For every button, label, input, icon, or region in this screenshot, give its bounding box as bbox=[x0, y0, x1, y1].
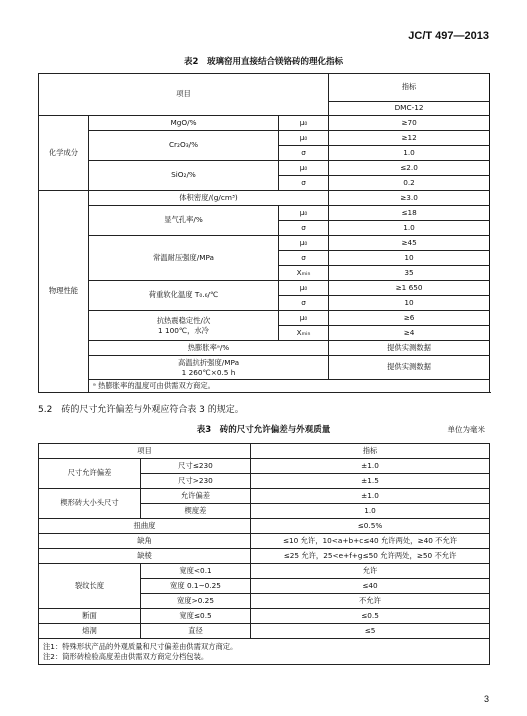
note-2: 注2：筒形砖检验高度差由供需双方商定分档包装。 bbox=[43, 651, 209, 661]
phys-group: 物理性能 bbox=[39, 191, 89, 393]
corner-label: 缺角 bbox=[39, 534, 251, 549]
tsr-line2: 1 100℃，水冷 bbox=[158, 325, 209, 335]
sym: μ₀ bbox=[279, 206, 329, 221]
value: 允许 bbox=[251, 564, 490, 579]
value: ±1.0 bbox=[251, 459, 490, 474]
width-label: 宽度 0.1~0.25 bbox=[141, 579, 251, 594]
value: 10 bbox=[329, 296, 490, 311]
warp-label: 扭曲度 bbox=[39, 519, 251, 534]
value: 1.0 bbox=[329, 221, 490, 236]
table-footnote: ᵃ 热膨胀率的温度可由供需双方商定。 bbox=[89, 380, 490, 393]
value: 35 bbox=[329, 266, 490, 281]
unit-note: 单位为毫米 bbox=[447, 425, 485, 434]
size-gt-label: 尺寸>230 bbox=[141, 474, 251, 489]
sym: σ bbox=[279, 221, 329, 236]
value: 1.0 bbox=[251, 504, 490, 519]
value: 提供实测数据 bbox=[329, 356, 490, 380]
header-index: 指标 bbox=[251, 444, 490, 459]
value: ≤5 bbox=[251, 624, 490, 639]
sym: Xₘᵢₙ bbox=[279, 326, 329, 341]
value: ≥45 bbox=[329, 236, 490, 251]
value: ±1.5 bbox=[251, 474, 490, 489]
tsr-label bbox=[89, 311, 279, 341]
header-index: 指标 bbox=[329, 74, 490, 102]
melt-label: 熔洞 bbox=[39, 624, 141, 639]
value: ≥3.0 bbox=[329, 191, 490, 206]
value: ≤40 bbox=[251, 579, 490, 594]
sym: σ bbox=[279, 146, 329, 161]
physicochemical-table bbox=[38, 73, 490, 393]
sym: μ₀ bbox=[279, 236, 329, 251]
tsr-line1: 抗热震稳定性/次 bbox=[156, 315, 211, 325]
sio2-label: SiO₂/% bbox=[89, 161, 279, 191]
value: ≥6 bbox=[329, 311, 490, 326]
sym: σ bbox=[279, 296, 329, 311]
crack-label: 裂纹长度 bbox=[39, 564, 141, 609]
hmor-label bbox=[89, 356, 329, 380]
sym: μ₀ bbox=[279, 281, 329, 296]
hmor-line1: 高温抗折强度/MPa bbox=[177, 357, 240, 367]
value: ≥4 bbox=[329, 326, 490, 341]
value: ≤0.5 bbox=[251, 609, 490, 624]
page-number: 3 bbox=[483, 694, 489, 704]
bevel-label: 楔度差 bbox=[141, 504, 251, 519]
standard-number: JC/T 497—2013 bbox=[408, 30, 489, 42]
thermal-exp-label: 热膨胀率ᵃ/% bbox=[89, 341, 329, 356]
size-le-label: 尺寸≤230 bbox=[141, 459, 251, 474]
dia-label: 直径 bbox=[141, 624, 251, 639]
clause-5-2: 5.2 砖的尺寸允许偏差与外观应符合表 3 的规定。 bbox=[38, 405, 244, 415]
bulk-density-label: 体积密度/(g/cm³) bbox=[89, 191, 329, 206]
value: 不允许 bbox=[251, 594, 490, 609]
value: ≤2.0 bbox=[329, 161, 490, 176]
note-1: 注1：特殊形状产品的外观质量和尺寸偏差由供需双方商定。 bbox=[43, 641, 238, 651]
sym: μ₀ bbox=[279, 161, 329, 176]
width-label: 宽度<0.1 bbox=[141, 564, 251, 579]
dimension-table bbox=[38, 443, 490, 665]
width-label: 宽度>0.25 bbox=[141, 594, 251, 609]
sym: σ bbox=[279, 251, 329, 266]
value: ≥12 bbox=[329, 131, 490, 146]
dim-tol-label: 尺寸允许偏差 bbox=[39, 459, 141, 489]
sym: μ₀ bbox=[279, 116, 329, 131]
grade-label: DMC-12 bbox=[329, 102, 490, 116]
wedge-label: 楔形砖大小头尺寸 bbox=[39, 489, 141, 519]
mgo-label: MgO/% bbox=[89, 116, 279, 131]
value: ≤25 允许，25<e+f+g≤50 允许两处，≥50 不允许 bbox=[251, 549, 490, 564]
value: ≤18 bbox=[329, 206, 490, 221]
value: ±1.0 bbox=[251, 489, 490, 504]
value: ≤0.5% bbox=[251, 519, 490, 534]
value: 提供实测数据 bbox=[329, 341, 490, 356]
table2-caption: 表2 玻璃窑用直接结合镁铬砖的理化指标 bbox=[184, 57, 343, 67]
sym: σ bbox=[279, 176, 329, 191]
section-label: 断面 bbox=[39, 609, 141, 624]
hmor-line2: 1 260℃×0.5 h bbox=[181, 367, 236, 377]
sym: μ₀ bbox=[279, 131, 329, 146]
sym: μ₀ bbox=[279, 311, 329, 326]
value: ≥70 bbox=[329, 116, 490, 131]
rul-label: 荷重软化温度 T₀.₆/℃ bbox=[89, 281, 279, 311]
table-notes bbox=[39, 639, 490, 665]
tol-label: 允许偏差 bbox=[141, 489, 251, 504]
ccs-label: 常温耐压强度/MPa bbox=[89, 236, 279, 281]
cr2o3-label: Cr₂O₃/% bbox=[89, 131, 279, 161]
value: ≤10 允许，10<a+b+c≤40 允许两处，≥40 不允许 bbox=[251, 534, 490, 549]
value: 1.0 bbox=[329, 146, 490, 161]
value: 0.2 bbox=[329, 176, 490, 191]
header-item: 项目 bbox=[39, 74, 329, 116]
edge-label: 缺棱 bbox=[39, 549, 251, 564]
value: ≥1 650 bbox=[329, 281, 490, 296]
chem-group: 化学成分 bbox=[39, 116, 89, 191]
table3-caption: 表3 砖的尺寸允许偏差与外观质量 bbox=[196, 425, 331, 435]
value: 10 bbox=[329, 251, 490, 266]
header-item: 项目 bbox=[39, 444, 251, 459]
porosity-label: 显气孔率/% bbox=[89, 206, 279, 236]
width-label: 宽度≤0.5 bbox=[141, 609, 251, 624]
sym: Xₘᵢₙ bbox=[279, 266, 329, 281]
